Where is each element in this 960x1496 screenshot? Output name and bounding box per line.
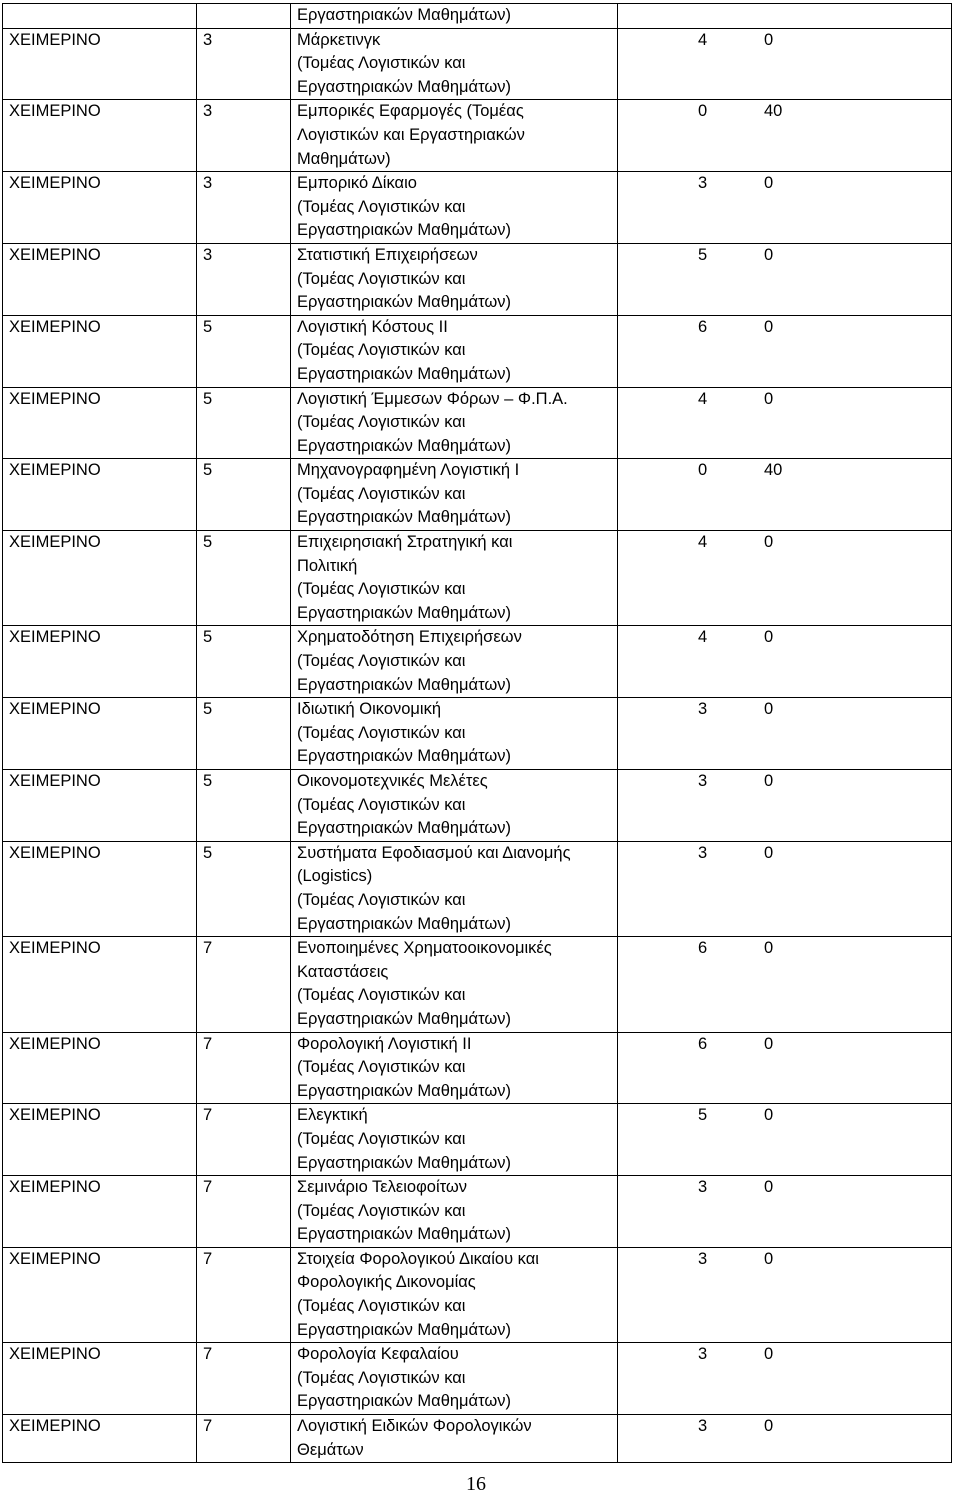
lab-hours: 0	[764, 245, 774, 264]
semester-cell: ΧΕΙΜΕΡΙΝΟ	[3, 315, 197, 387]
course-name-line: Εργαστηριακών Μαθημάτων)	[297, 6, 512, 24]
course-name-line: (Τομέας Λογιστικών και	[297, 652, 466, 671]
course-name-line: Φορολογικής Δικονομίας	[297, 1273, 476, 1292]
hours-cell	[618, 1032, 952, 1104]
course-name-line: Μαθημάτων)	[297, 149, 391, 168]
theory-hours: 3	[698, 700, 708, 719]
lab-hours: 0	[764, 843, 774, 862]
theory-hours: 0	[698, 461, 708, 480]
course-name-line: Λογιστικών και Εργαστηριακών	[297, 125, 525, 144]
semester-cell: ΧΕΙΜΕΡΙΝΟ	[3, 1104, 197, 1176]
semester-cell: ΧΕΙΜΕΡΙΝΟ	[3, 531, 197, 626]
course-name-cell	[291, 4, 618, 29]
table-row-continuation	[3, 4, 952, 29]
semester-number-cell: 5	[197, 626, 291, 698]
semester-number-cell: 3	[197, 172, 291, 244]
course-name-line: (Τομέας Λογιστικών και	[297, 197, 466, 216]
course-name-line: Επιχειρησιακή Στρατηγική και	[297, 533, 513, 552]
course-name-line: Εργαστηριακών Μαθημάτων)	[297, 603, 512, 622]
course-name-cell	[291, 770, 618, 842]
lab-hours: 40	[764, 102, 783, 121]
semester-number-cell: 5	[197, 770, 291, 842]
lab-hours: 0	[764, 700, 774, 719]
course-name-cell	[291, 459, 618, 531]
semester-number-cell: 5	[197, 531, 291, 626]
course-name-line: Ενοποιημένες Χρηματοοικονομικές	[297, 939, 552, 958]
hours-cell	[618, 387, 952, 459]
course-name-line: Λογιστική Κόστους ΙΙ	[297, 317, 448, 336]
theory-hours: 5	[698, 1106, 708, 1125]
table-row	[3, 1343, 952, 1415]
courses-table	[2, 3, 952, 1463]
theory-hours: 3	[698, 1345, 708, 1364]
course-name-cell	[291, 1247, 618, 1342]
theory-hours: 5	[698, 245, 708, 264]
course-name-line: Εργαστηριακών Μαθημάτων)	[297, 675, 512, 694]
course-name-line: Λογιστική Ειδικών Φορολογικών	[297, 1417, 532, 1436]
course-name-line: Εργαστηριακών Μαθημάτων)	[297, 819, 512, 838]
courses-table-body	[3, 4, 952, 1463]
course-name-cell	[291, 243, 618, 315]
course-name-line: (Τομέας Λογιστικών και	[297, 795, 466, 814]
course-name-line: (Τομέας Λογιστικών και	[297, 1201, 466, 1220]
hours-cell	[618, 626, 952, 698]
table-row	[3, 698, 952, 770]
course-name-line: Μηχανογραφημένη Λογιστική Ι	[297, 461, 520, 480]
semester-cell: ΧΕΙΜΕΡΙΝΟ	[3, 100, 197, 172]
course-name-cell	[291, 698, 618, 770]
course-name-line: Φορολογική Λογιστική ΙΙ	[297, 1034, 472, 1053]
course-name-line: Οικονομοτεχνικές Μελέτες	[297, 772, 488, 790]
course-name-line: (Τομέας Λογιστικών και	[297, 890, 466, 909]
table-row	[3, 1176, 952, 1248]
semester-number-cell: 5	[197, 387, 291, 459]
course-name-line: Εργαστηριακών Μαθημάτων)	[297, 1153, 512, 1172]
course-name-cell	[291, 841, 618, 936]
course-name-line: Εργαστηριακών Μαθημάτων)	[297, 1009, 512, 1028]
table-row	[3, 100, 952, 172]
table-row	[3, 1415, 952, 1463]
semester-cell: ΧΕΙΜΕΡΙΝΟ	[3, 770, 197, 842]
course-name-cell	[291, 28, 618, 100]
hours-cell	[618, 1247, 952, 1342]
course-name-line: Εργαστηριακών Μαθημάτων)	[297, 293, 512, 312]
semester-number-cell: 3	[197, 243, 291, 315]
course-name-line: Φορολογία Κεφαλαίου	[297, 1345, 459, 1364]
course-name-cell	[291, 1415, 618, 1463]
table-row	[3, 531, 952, 626]
course-name-line: Στατιστική Επιχειρήσεων	[297, 245, 478, 264]
semester-cell: ΧΕΙΜΕΡΙΝΟ	[3, 459, 197, 531]
course-name-line: (Τομέας Λογιστικών και	[297, 986, 466, 1005]
hours-cell	[618, 1343, 952, 1415]
theory-hours: 6	[698, 1034, 708, 1053]
course-name-cell	[291, 387, 618, 459]
lab-hours: 0	[764, 389, 774, 408]
theory-hours: 3	[698, 772, 708, 790]
semester-number-cell: 7	[197, 1343, 291, 1415]
semester-number-cell: 7	[197, 937, 291, 1032]
course-name-line: (Τομέας Λογιστικών και	[297, 484, 466, 503]
course-name-line: Εμπορικές Εφαρμογές (Τομέας	[297, 102, 524, 121]
semester-cell: ΧΕΙΜΕΡΙΝΟ	[3, 698, 197, 770]
course-name-line: Εργαστηριακών Μαθημάτων)	[297, 1225, 512, 1244]
course-name-line: (Τομέας Λογιστικών και	[297, 1297, 466, 1316]
lab-hours: 0	[764, 939, 774, 958]
hours-cell	[618, 100, 952, 172]
lab-hours: 0	[764, 533, 774, 552]
semester-cell: ΧΕΙΜΕΡΙΝΟ	[3, 1032, 197, 1104]
semester-cell: ΧΕΙΜΕΡΙΝΟ	[3, 1247, 197, 1342]
table-row	[3, 1104, 952, 1176]
lab-hours: 0	[764, 1345, 774, 1364]
table-row	[3, 315, 952, 387]
theory-hours: 4	[698, 533, 708, 552]
course-name-cell	[291, 100, 618, 172]
course-name-line: (Τομέας Λογιστικών και	[297, 580, 466, 599]
course-name-line: Καταστάσεις	[297, 962, 389, 981]
course-name-line: Θεμάτων	[297, 1440, 364, 1459]
hours-cell	[618, 28, 952, 100]
semester-cell: ΧΕΙΜΕΡΙΝΟ	[3, 28, 197, 100]
semester-number-cell: 5	[197, 841, 291, 936]
semester-cell: ΧΕΙΜΕΡΙΝΟ	[3, 243, 197, 315]
course-name-line: Λογιστική Έμμεσων Φόρων – Φ.Π.Α.	[297, 389, 568, 408]
course-name-line: Μάρκετινγκ	[297, 30, 381, 49]
hours-cell	[618, 698, 952, 770]
theory-hours: 4	[698, 30, 708, 49]
course-name-line: (Logistics)	[297, 867, 373, 886]
course-name-line: Εμπορικό Δίκαιο	[297, 174, 417, 193]
course-name-cell	[291, 315, 618, 387]
semester-cell: ΧΕΙΜΕΡΙΝΟ	[3, 1343, 197, 1415]
course-name-line: Εργαστηριακών Μαθημάτων)	[297, 508, 512, 527]
semester-cell: ΧΕΙΜΕΡΙΝΟ	[3, 387, 197, 459]
lab-hours: 0	[764, 628, 774, 647]
course-name-line: Εργαστηριακών Μαθημάτων)	[297, 747, 512, 766]
table-row	[3, 28, 952, 100]
lab-hours: 40	[764, 461, 783, 480]
course-name-line: (Τομέας Λογιστικών και	[297, 54, 466, 73]
course-name-cell	[291, 1343, 618, 1415]
theory-hours: 4	[698, 628, 708, 647]
course-name-line: Εργαστηριακών Μαθημάτων)	[297, 364, 512, 383]
semester-number-cell: 3	[197, 28, 291, 100]
hours-cell	[618, 841, 952, 936]
hours-cell	[618, 531, 952, 626]
page-number: 16	[466, 1473, 486, 1495]
course-name-line: Στοιχεία Φορολογικού Δικαίου και	[297, 1249, 539, 1268]
course-name-line: Χρηματοδότηση Επιχειρήσεων	[297, 628, 522, 647]
course-name-cell	[291, 1104, 618, 1176]
course-name-line: Συστήματα Εφοδιασμού και Διανομής	[297, 843, 571, 862]
table-row	[3, 626, 952, 698]
theory-hours: 3	[698, 1178, 708, 1197]
theory-hours: 3	[698, 1417, 708, 1436]
theory-hours: 6	[698, 317, 708, 336]
table-row	[3, 841, 952, 936]
course-name-cell	[291, 531, 618, 626]
semester-cell: ΧΕΙΜΕΡΙΝΟ	[3, 626, 197, 698]
semester-number-cell: 7	[197, 1176, 291, 1248]
semester-number-cell: 7	[197, 1104, 291, 1176]
hours-cell	[618, 459, 952, 531]
hours-cell	[618, 4, 952, 29]
lab-hours: 0	[764, 1417, 774, 1436]
table-row	[3, 1247, 952, 1342]
course-name-line: Σεμινάριο Τελειοφοίτων	[297, 1178, 468, 1197]
semester-number-cell: 5	[197, 315, 291, 387]
semester-number-cell: 5	[197, 698, 291, 770]
course-name-line: Ιδιωτική Οικονομική	[297, 700, 442, 719]
course-name-line: Εργαστηριακών Μαθημάτων)	[297, 914, 512, 933]
semester-number-cell: 3	[197, 100, 291, 172]
hours-cell	[618, 1415, 952, 1463]
table-row	[3, 172, 952, 244]
hours-cell	[618, 172, 952, 244]
semester-number-cell: 5	[197, 459, 291, 531]
hours-cell	[618, 243, 952, 315]
course-name-line: (Τομέας Λογιστικών και	[297, 1129, 466, 1148]
course-name-line: Ελεγκτική	[297, 1106, 368, 1125]
lab-hours: 0	[764, 1034, 774, 1053]
table-row	[3, 243, 952, 315]
hours-cell	[618, 770, 952, 842]
lab-hours: 0	[764, 772, 774, 790]
course-name-line: Εργαστηριακών Μαθημάτων)	[297, 1392, 512, 1411]
semester-number-cell: 7	[197, 1415, 291, 1463]
course-name-line: (Τομέας Λογιστικών και	[297, 723, 466, 742]
course-name-cell	[291, 1176, 618, 1248]
course-name-line: (Τομέας Λογιστικών και	[297, 341, 466, 360]
course-name-line: (Τομέας Λογιστικών και	[297, 1368, 466, 1387]
course-name-cell	[291, 937, 618, 1032]
lab-hours: 0	[764, 30, 774, 49]
hours-cell	[618, 1176, 952, 1248]
course-name-line: Εργαστηριακών Μαθημάτων)	[297, 1320, 512, 1339]
table-row	[3, 459, 952, 531]
theory-hours: 4	[698, 389, 708, 408]
course-name-line: (Τομέας Λογιστικών και	[297, 413, 466, 432]
course-name-line: (Τομέας Λογιστικών και	[297, 1058, 466, 1077]
lab-hours: 0	[764, 1106, 774, 1125]
semester-cell	[3, 4, 197, 29]
course-name-line: (Τομέας Λογιστικών και	[297, 269, 466, 288]
theory-hours: 3	[698, 1249, 708, 1268]
course-name-line: Εργαστηριακών Μαθημάτων)	[297, 1081, 512, 1100]
semester-cell: ΧΕΙΜΕΡΙΝΟ	[3, 937, 197, 1032]
semester-cell: ΧΕΙΜΕΡΙΝΟ	[3, 841, 197, 936]
lab-hours: 0	[764, 317, 774, 336]
table-row	[3, 937, 952, 1032]
theory-hours: 3	[698, 174, 708, 193]
table-row	[3, 1032, 952, 1104]
table-row	[3, 387, 952, 459]
theory-hours: 6	[698, 939, 708, 958]
semester-number-cell: 7	[197, 1032, 291, 1104]
hours-cell	[618, 1104, 952, 1176]
semester-number-cell	[197, 4, 291, 29]
semester-cell: ΧΕΙΜΕΡΙΝΟ	[3, 1176, 197, 1248]
lab-hours: 0	[764, 174, 774, 193]
theory-hours: 0	[698, 102, 708, 121]
course-name-line: Εργαστηριακών Μαθημάτων)	[297, 436, 512, 455]
theory-hours: 3	[698, 843, 708, 862]
course-name-cell	[291, 1032, 618, 1104]
semester-number-cell: 7	[197, 1247, 291, 1342]
course-name-line: Πολιτική	[297, 556, 358, 575]
semester-cell: ΧΕΙΜΕΡΙΝΟ	[3, 1415, 197, 1463]
course-name-cell	[291, 172, 618, 244]
course-name-line: Εργαστηριακών Μαθημάτων)	[297, 77, 512, 96]
hours-cell	[618, 315, 952, 387]
table-row	[3, 770, 952, 842]
hours-cell	[618, 937, 952, 1032]
lab-hours: 0	[764, 1178, 774, 1197]
course-name-cell	[291, 626, 618, 698]
lab-hours: 0	[764, 1249, 774, 1268]
semester-cell: ΧΕΙΜΕΡΙΝΟ	[3, 172, 197, 244]
course-name-line: Εργαστηριακών Μαθημάτων)	[297, 221, 512, 240]
